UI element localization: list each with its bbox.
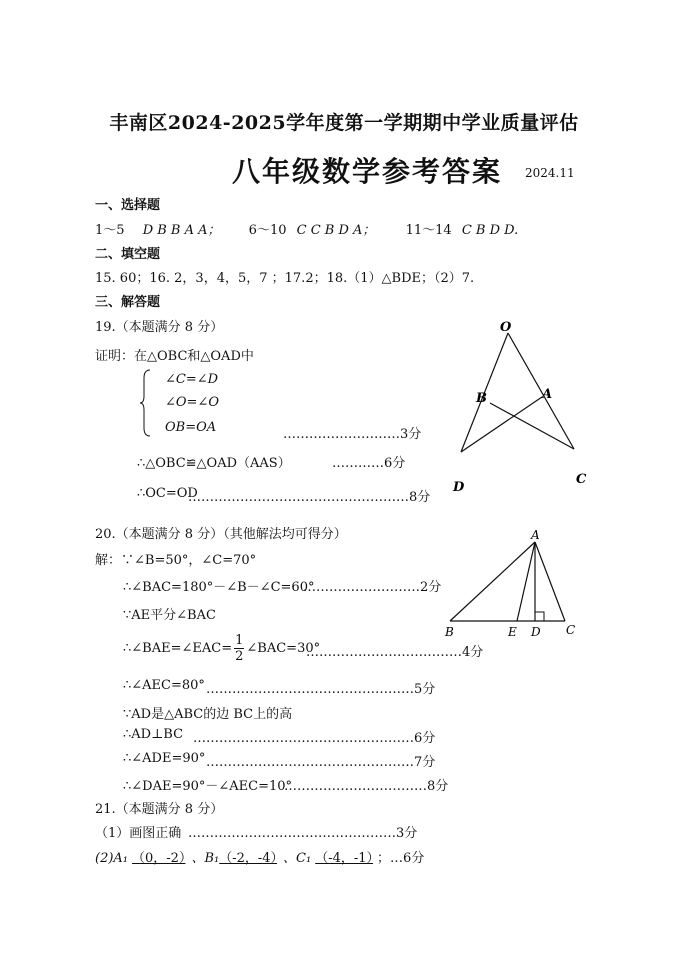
q20-line-8: ∴∠DAE=90°－∠AEC=10° <box>123 779 293 794</box>
q20-triangle-figure <box>440 526 590 646</box>
document-subtitle: 八年级数学参考答案 <box>232 155 503 188</box>
q20-header: 20.（本题满分 8 分）（其他解法均可得分） <box>95 527 347 542</box>
label-D: D <box>531 625 541 639</box>
q20-score-8: ……………………………8分 <box>284 779 449 794</box>
q20-line-2: ∵AE平分∠BAC <box>123 608 216 623</box>
choice-range-1: 1～5 <box>95 223 125 238</box>
q20-score-6: ……………………………………………6分 <box>193 731 436 746</box>
q20-line-6: ∴AD⊥BC <box>123 727 184 742</box>
label-B: B <box>445 625 454 639</box>
q21-a1-label: (2)A₁ <box>95 851 129 866</box>
q19-condition-2: ∠O=∠O <box>165 395 219 410</box>
q21-c1-coord: （-4，-1） <box>315 851 374 866</box>
left-brace-icon <box>138 368 152 438</box>
document-title: 丰南区2024-2025学年度第一学期期中学业质量评估 <box>109 112 579 134</box>
q19-header: 19.（本题满分 8 分） <box>95 320 224 335</box>
label-E: E <box>508 625 517 639</box>
section-choice-heading: 一、选择题 <box>95 198 161 213</box>
q19-conclusion: ∴OC=OD <box>137 486 198 501</box>
q19-condition-3: OB=OA <box>165 420 217 435</box>
section-solve-heading: 三、解答题 <box>95 295 161 310</box>
q20-line-1: ∴∠BAC=180°－∠B－∠C=60° <box>123 580 315 595</box>
section-fill-heading: 二、填空题 <box>95 247 161 262</box>
choice-range-2: 6～10 <box>248 223 287 238</box>
q20-line-3 <box>123 633 320 664</box>
q20-given: 解：∵∠B=50°，∠C=70° <box>95 553 257 568</box>
label-C: C <box>576 472 587 487</box>
label-C: C <box>566 623 576 637</box>
choice-answers-3: C B D D. <box>461 223 519 238</box>
q19-triangle-figure <box>445 315 595 495</box>
q21-a1-coord: （0，-2） <box>132 851 186 866</box>
q21-header: 21.（本题满分 8 分） <box>95 802 224 817</box>
q21-score-6: ；…6分 <box>377 851 425 866</box>
q20-line-7: ∴∠ADE=90° <box>123 751 206 766</box>
document-date: 2024.11 <box>525 166 575 180</box>
q20-score-4: ………………………………4分 <box>306 645 484 660</box>
q21-score-3: …………………………………………3分 <box>188 826 418 841</box>
q19-condition-1: ∠C=∠D <box>165 372 219 387</box>
q20-score-5: …………………………………………5分 <box>206 682 436 697</box>
q21-line-1: （1）画图正确 <box>95 826 182 841</box>
q21-b1-coord: （-2，-4） <box>219 851 278 866</box>
label-B: B <box>476 391 487 406</box>
q19-intro: 证明：在△OBC和△OAD中 <box>95 349 254 364</box>
q21-b1-label: 、B₁ <box>191 851 220 866</box>
choice-answers-2: C C B D A； <box>296 223 376 238</box>
q19-score-3: ………………………3分 <box>283 427 422 442</box>
choice-answers-1: D B B A A； <box>142 223 221 238</box>
label-D: D <box>453 480 465 495</box>
label-A: A <box>531 528 540 542</box>
label-A: A <box>542 387 553 402</box>
choice-range-3: 11～14 <box>405 223 452 238</box>
q20-score-7: …………………………………………7分 <box>206 755 436 770</box>
q20-line-3a: ∴∠BAE=∠EAC= <box>123 641 233 656</box>
q20-score-2: ………………………2分 <box>303 580 442 595</box>
fill-answers-line: 15. 60；16. 2，3，4，5，7 ；17.2；18.（1）△BDE；（2）7. <box>95 271 475 286</box>
q19-congruence: ∴△OBC≌△OAD（AAS） <box>137 456 291 471</box>
q21-c1-label: 、C₁ <box>283 851 312 866</box>
choice-answers-row <box>95 219 518 238</box>
q19-score-6: …………6分 <box>332 456 406 471</box>
label-O: O <box>500 320 512 335</box>
q20-line-5: ∵AD是△ABC的边 BC上的高 <box>123 707 293 722</box>
q19-score-8: ……………………………………………8分 <box>188 490 431 505</box>
fraction-half: $\frac{1}{2}$ <box>235 633 244 664</box>
q21-line-2 <box>95 847 424 866</box>
q20-line-3b: ∠BAC=30° <box>246 641 321 656</box>
q20-line-4: ∴∠AEC=80° <box>123 678 205 693</box>
